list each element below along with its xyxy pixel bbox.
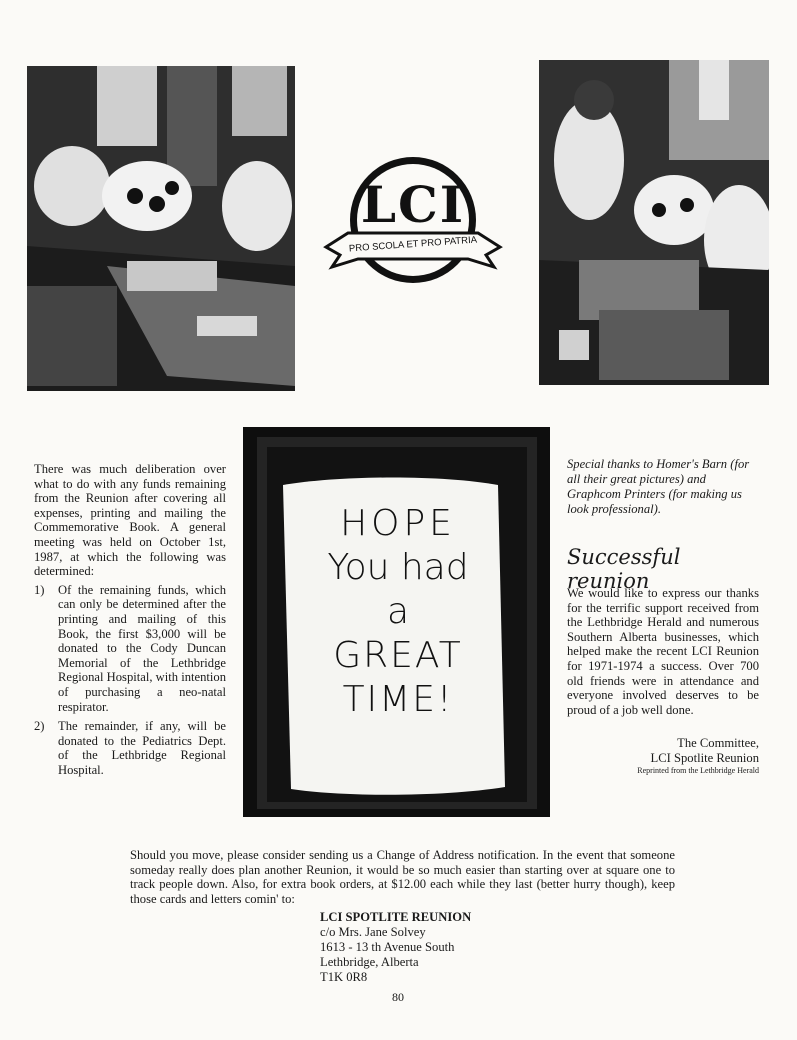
signature-line-2: LCI Spotlite Reunion bbox=[650, 750, 759, 765]
sign-line-5: TIME! bbox=[342, 679, 454, 720]
sign-line-4: GREAT bbox=[333, 635, 463, 676]
sign-line-1: HOPE bbox=[340, 503, 456, 544]
reprint-credit: Reprinted from the Lethbridge Herald bbox=[637, 766, 759, 775]
address-line-1: c/o Mrs. Jane Solvey bbox=[320, 925, 426, 939]
page-number: 80 bbox=[392, 990, 404, 1004]
address-line-4: T1K 0R8 bbox=[320, 970, 368, 984]
sign-line-2: You had bbox=[327, 547, 469, 588]
list-item bbox=[34, 719, 226, 777]
photo-volunteers-right bbox=[539, 60, 769, 385]
lci-logo bbox=[318, 155, 508, 295]
funds-article bbox=[34, 462, 226, 782]
mailing-address bbox=[320, 910, 620, 985]
signature-line-1: The Committee, bbox=[677, 736, 759, 750]
photo-left-image bbox=[27, 66, 295, 391]
successful-reunion-heading: Successful reunion bbox=[567, 545, 681, 593]
special-thanks: Special thanks to Homer's Barn (for all their great pictures) and Graphcom Printers (for making us look professional). bbox=[567, 457, 750, 516]
sign-photo bbox=[243, 427, 550, 817]
address-name: LCI SPOTLITE REUNION bbox=[320, 910, 472, 924]
address-line-2: 1613 - 13 th Avenue South bbox=[320, 940, 455, 954]
logo-motto: PRO SCOLA ET PRO PATRIA bbox=[348, 234, 478, 255]
list-item-text: Of the remaining funds, which can only be determined after the printing and mailing of this Book, the first $3,000 will be donated to the Cody Duncan Memorial of the Lethbridge Regional Hospital, with intention of purchasing a neo-natal respirator. bbox=[58, 582, 226, 714]
funds-list bbox=[34, 583, 226, 778]
reunion-article-body: We would like to express our thanks for the terrific support received from the Lethbridge Herald and numerous Southern Alberta businesses, which helped make the recent LCI Reunion for 1971-1974 a success. Over 700 old friends were in attendance and everyone involved deserves to be proud of a job well done. bbox=[567, 586, 759, 717]
sign-text bbox=[298, 502, 498, 722]
list-item-number: 2) bbox=[34, 719, 45, 734]
photo-volunteers-left bbox=[27, 66, 295, 391]
sign-line-3: a bbox=[386, 591, 410, 632]
article-signature bbox=[567, 736, 759, 765]
list-item bbox=[34, 583, 226, 714]
list-item-text: The remainder, if any, will be donated to the Pediatrics Dept. of the Lethbridge Regional Hospital. bbox=[58, 719, 226, 777]
photo-right-image bbox=[539, 60, 769, 385]
address-line-3: Lethbridge, Alberta bbox=[320, 955, 419, 969]
change-of-address-note: Should you move, please consider sending us a Change of Address notification. In the event that someone someday really does plan another Reunion, it would be so much easier than starting over at square one to track people down. Also, for extra book orders, at $12.00 each while they last (better hurry though), keep those cards and letters comin' to: bbox=[130, 848, 675, 906]
list-item-number: 1) bbox=[34, 582, 45, 597]
funds-intro: There was much deliberation over what to do with any funds remaining from the Reunion after covering all expenses, printing and mailing the Commemorative Book. A general meeting was held on October 1st, 1987, at which the following was determined: bbox=[34, 462, 226, 579]
logo-letters: LCI bbox=[360, 175, 466, 234]
